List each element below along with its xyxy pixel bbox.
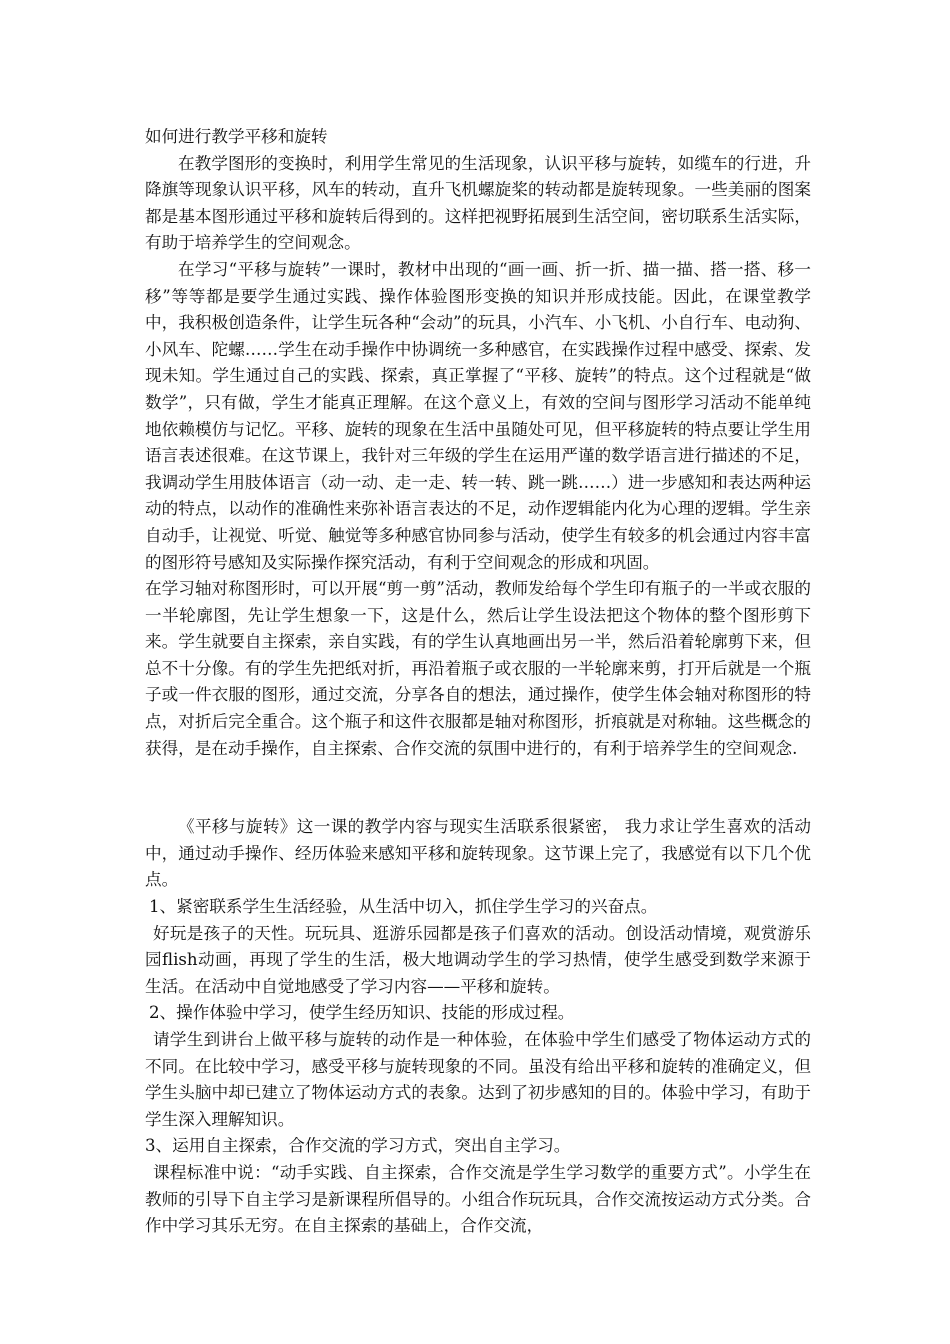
paragraph-operation: 在学习“平移与旋转”一课时，教材中出现的“画一画、折一折、描一描、搭一搭、移一移”等等都是要学生通过实践、操作体验图形变换的知识并形成技能。因此，在课堂教学中，我积极创造条件，让学生玩各种“会动”的玩具，小汽车、小飞机、小自行车、电动狗、小风车、陀螺……学生在动手操作中协调统一多种感官，在实践操作过程中感受、探索、发现未知。学生通过自己的实践、探索，真正掌握了“平移、旋转”的特点。这个过程就是“做数学”，只有做，学生才能真正理解。在这个意义上，有效的空间与图形学习活动不能单纯地依赖模仿与记忆。平移、旋转的现象在生活中虽随处可见，但平移旋转的特点要让学生用语言表述很难。在这节课上，我针对三年级的学生在运用严谨的数学语言进行描述的不足，我调动学生用肢体语言（动一动、走一走、转一转、跳一跳……）进一步感知和表达两种运动的特点，以动作的准确性来弥补语言表达的不足，动作逻辑能内化为心理的逻辑。学生亲自动手，让视觉、听觉、触觉等多种感官协同参与活动，使学生有较多的机会通过内容丰富的图形符号感知及实际操作探究活动，有利于空间观念的形成和巩固。 xyxy=(145,259,811,572)
paragraph-lesson-reflection: 《平移与旋转》这一课的教学内容与现实生活联系很紧密， 我力求让学生喜欢的活动中，通过动手操作、经历体验来感知平移和旋转现象。这节课上完了，我感觉有以下几个优点。 xyxy=(145,817,811,890)
paragraph-intro: 在教学图形的变换时，利用学生常见的生活现象，认识平移与旋转，如缆车的行进，升降旗等现象认识平移，风车的转动，直升飞机螺旋桨的转动都是旋转现象。一些美丽的图案都是基本图形通过平移和旋转后得到的。这样把视野拓展到生活空间，密切联系生活实际，有助于培养学生的空间观念。 xyxy=(145,153,811,253)
point-1-body: 好玩是孩子的天性。玩玩具、逛游乐园都是孩子们喜欢的活动。创设活动情境，观赏游乐园flish动画，再现了学生的生活，极大地调动学生的学习热情，使学生感受到数学来源于生活。在活动中自觉地感受了学习内容——平移和旋转。 xyxy=(145,923,811,996)
document-title: 如何进行教学平移和旋转 xyxy=(145,127,328,146)
paragraph-spacer xyxy=(145,762,811,814)
document-body xyxy=(145,124,811,1240)
point-3-body: 课程标准中说：“动手实践、自主探索，合作交流是学生学习数学的重要方式”。小学生在教师的引导下自主学习是新课程所倡导的。小组合作玩玩具，合作交流按运动方式分类。合作中学习其乐无穷。在自主探索的基础上，合作交流， xyxy=(145,1162,811,1236)
paragraph-axis-symmetry: 在学习轴对称图形时，可以开展“剪一剪”活动，教师发给每个学生印有瓶子的一半或衣服的一半轮廓图，先让学生想象一下，这是什么，然后让学生设法把这个物体的整个图形剪下来。学生就要自主探索，亲自实践，有的学生认真地画出另一半，然后沿着轮廓剪下来，但总不十分像。有的学生先把纸对折，再沿着瓶子或衣服的一半轮廓来剪，打开后就是一个瓶子或一件衣服的图形，通过交流，分享各自的想法，通过操作，使学生体会轴对称图形的特点，对折后完全重合。这个瓶子和这件衣服都是轴对称图形，折痕就是对称轴。这些概念的获得，是在动手操作，自主探索、合作交流的氛围中进行的，有利于培养学生的空间观念. xyxy=(145,579,811,758)
point-1-heading: 1、紧密联系学生生活经验，从生活中切入，抓住学生学习的兴奋点。 xyxy=(149,897,658,917)
point-3-heading: 3、运用自主探索，合作交流的学习方式，突出自主学习。 xyxy=(145,1136,571,1156)
point-2-body: 请学生到讲台上做平移与旋转的动作是一种体验，在体验中学生们感受了物体运动方式的不同。在比较中学习，感受平移与旋转现象的不同。虽没有给出平移和旋转的准确定义，但学生头脑中却已建立了物体运动方式的表象。达到了初步感知的目的。体验中学习，有助于学生深入理解知识。 xyxy=(145,1030,811,1129)
point-2-heading: 2、操作体验中学习，使学生经历知识、技能的形成过程。 xyxy=(149,1003,575,1023)
